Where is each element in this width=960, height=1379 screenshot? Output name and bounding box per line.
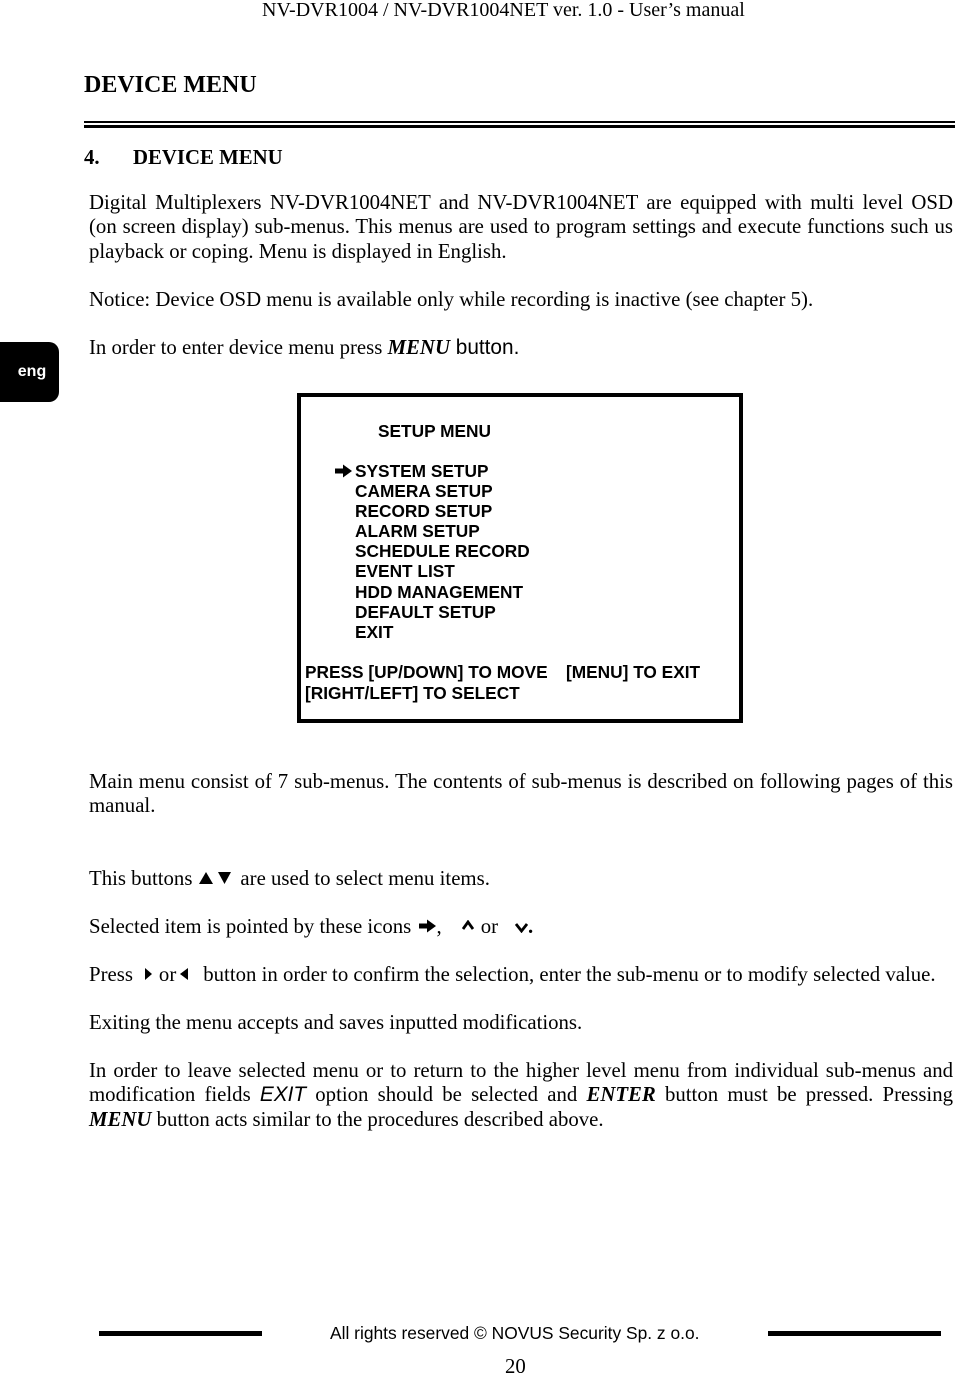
left-triangle-icon — [180, 968, 188, 980]
osd-hint-select: [RIGHT/LEFT] TO SELECT — [305, 683, 520, 703]
pointer-end: . — [528, 914, 534, 938]
footer-bar-left — [99, 1331, 262, 1336]
chevron-up-icon — [462, 920, 474, 930]
press-paragraph — [89, 963, 936, 988]
heavy-right-arrow-icon — [419, 919, 436, 933]
press-or: or — [158, 962, 177, 986]
osd-setup-menu — [297, 393, 743, 723]
pointer-text: Selected item is pointed by these icons — [89, 914, 417, 938]
osd-menu-item: CAMERA SETUP — [355, 481, 493, 502]
menu-key-label: MENU — [387, 335, 450, 359]
osd-menu-title: SETUP MENU — [378, 421, 491, 441]
up-triangle-icon — [199, 872, 213, 884]
footer-copyright: All rights reserved © NOVUS Security Sp. z o.o. — [330, 1323, 700, 1343]
down-triangle-icon — [218, 872, 231, 884]
osd-menu-list — [355, 461, 530, 642]
menu-key-label: MENU — [89, 1107, 152, 1131]
osd-selector-arrow-icon — [335, 464, 352, 478]
double-rule-divider — [84, 121, 955, 128]
leave-text-2: option should be selected and — [306, 1083, 587, 1107]
osd-menu-item: HDD MANAGEMENT — [355, 581, 524, 602]
osd-menu-item: EXIT — [355, 621, 394, 642]
leave-text-3: button must be pressed. Pressing — [655, 1083, 954, 1107]
language-tab-label: eng — [17, 363, 47, 380]
leave-text-4: button acts similar to the procedures described above. — [151, 1107, 604, 1131]
osd-menu-item: RECORD SETUP — [355, 501, 493, 522]
section-heading: DEVICE MENU — [84, 72, 257, 98]
exit-paragraph: Exiting the menu accepts and saves inputted modifications. — [89, 1010, 583, 1034]
buttons-text-suffix: are used to select menu items. — [240, 866, 490, 890]
right-triangle-icon — [145, 968, 152, 980]
chapter-title: DEVICE MENU — [133, 145, 283, 169]
submenu-paragraph: Main menu consist of 7 sub-menus. The contents of sub-menus is described on following pages of this manual. — [89, 769, 953, 818]
running-header: NV-DVR1004 / NV-DVR1004NET ver. 1.0 - User’s manual — [262, 0, 745, 21]
chapter-number: 4. — [84, 145, 100, 169]
page-number: 20 — [505, 1355, 526, 1378]
language-tab — [0, 342, 59, 402]
enter-menu-text: In order to enter device menu press — [89, 335, 388, 359]
press-text: Press — [89, 962, 133, 986]
intro-paragraph: Digital Multiplexers NV-DVR1004NET and NV-DVR1004NET are equipped with multi level OSD (on screen display) sub-menus. This menus are used to program settings and execute functions such us playback or coping. Menu is displayed in English. — [89, 190, 953, 263]
osd-menu-item: ALARM SETUP — [355, 521, 480, 542]
osd-menu-item: EVENT LIST — [355, 561, 455, 582]
chevron-down-icon — [515, 923, 528, 933]
pointer-or: or — [480, 914, 499, 938]
exit-option-label: EXIT — [259, 1083, 307, 1107]
buttons-text: This buttons — [89, 866, 193, 890]
press-text-suffix: button in order to confirm the selection, enter the sub-menu or to modify selected value. — [203, 962, 936, 986]
enter-key-label: ENTER — [586, 1083, 656, 1107]
osd-menu-item: DEFAULT SETUP — [355, 601, 496, 622]
leave-text-1: In order to leave selected menu or to return to the higher level menu from individual sub-menus and modification fields — [89, 1058, 953, 1107]
osd-hint-exit: [MENU] TO EXIT — [566, 662, 701, 682]
notice-paragraph: Notice: Device OSD menu is available only while recording is inactive (see chapter 5). — [89, 287, 814, 311]
osd-menu-item: SCHEDULE RECORD — [355, 541, 530, 562]
enter-menu-suffix: button. — [449, 335, 520, 359]
enter-menu-paragraph — [89, 336, 519, 361]
leave-paragraph — [89, 1059, 953, 1133]
buttons-paragraph — [89, 867, 490, 892]
pointer-paragraph — [89, 915, 533, 940]
osd-menu-item: SYSTEM SETUP — [355, 461, 489, 481]
pointer-separator: , — [436, 914, 442, 938]
osd-hint-move: PRESS [UP/DOWN] TO MOVE — [305, 662, 548, 682]
footer-bar-right — [768, 1331, 941, 1336]
